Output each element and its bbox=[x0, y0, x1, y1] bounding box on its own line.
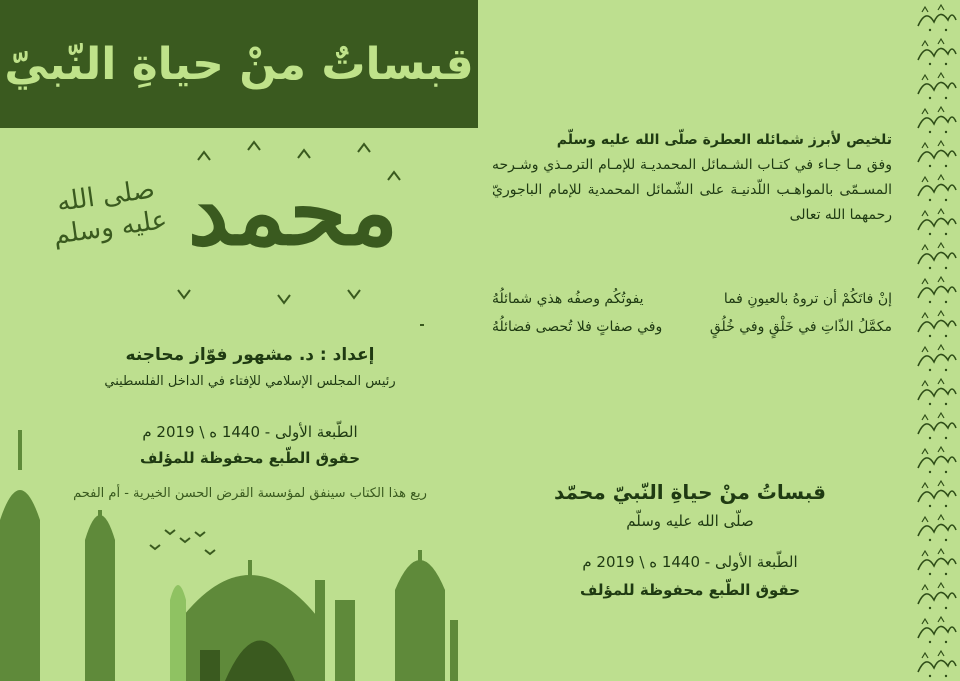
book-subtitle: صلّى الله عليه وسلّم bbox=[626, 512, 754, 530]
edition-left: الطّبعة الأولى - 1440 ه \ 2019 م bbox=[142, 423, 358, 441]
title-banner bbox=[0, 0, 478, 128]
summary-body: وفق مـا جـاء في كتـاب الشـمائل المحمديـة للإمـام الترمـذي وشـرحه المسـمّى بالمواهـب اللّدنيـة على الشّمائل المحمدية للإمام الباجوريّ رحمهما الله تعالى bbox=[492, 157, 892, 223]
book-edition: الطّبعة الأولى - 1440 ه \ 2019 م bbox=[582, 553, 798, 571]
calligraphy-border-pattern bbox=[910, 0, 960, 681]
summary-heading: تلخيص لأبرز شمائله العطرة صلّى الله عليه وسلّم bbox=[556, 132, 892, 148]
muhammad-name: محمد bbox=[187, 158, 398, 266]
book-title: قبساتُ منْ حياةِ النّبيّ محمّد bbox=[553, 480, 827, 504]
book-summary bbox=[492, 128, 892, 228]
mosque-silhouette-icon bbox=[0, 420, 470, 681]
verse-line bbox=[492, 313, 892, 341]
rights-left: حقوق الطّبع محفوظة للمؤلف bbox=[139, 449, 361, 467]
verse-line bbox=[492, 285, 892, 313]
border-pattern-icon bbox=[910, 0, 960, 681]
proceeds-note: ريع هذا الكتاب سينفق لمؤسسة القرض الحسن الخيرية - أم الفحم bbox=[73, 486, 427, 501]
verse-hemistich-second: وفي صفاتٍ فلا تُحصى فضائلُهُ bbox=[492, 319, 663, 335]
verse-hemistich-first: مكمَّلُ الذّاتِ في خَلْقٍ وفي خُلُقٍ bbox=[709, 319, 892, 335]
poem-verses bbox=[492, 285, 892, 341]
verse-hemistich-second: يفوتُكُم وصفُه هذي شمائلُهُ bbox=[492, 291, 644, 307]
divider-mark bbox=[420, 324, 424, 326]
cover-title: قبساتٌ منْ حياةِ النّبيّ bbox=[4, 38, 474, 90]
muhammad-calligraphy bbox=[48, 140, 428, 310]
book-rights: حقوق الطّبع محفوظة للمؤلف bbox=[579, 581, 801, 599]
blessing-calligraphy: صلى الله عليه وسلم bbox=[51, 174, 169, 251]
author-line: إعداد : د. مشهور فوّاز محاجنه bbox=[125, 345, 375, 365]
author-role: رئيس المجلس الإسلامي للإفتاء في الداخل الفلسطيني bbox=[104, 374, 396, 389]
verse-hemistich-first: إنْ فاتَكُمْ أن تروهُ بالعيونِ فما bbox=[723, 291, 892, 307]
